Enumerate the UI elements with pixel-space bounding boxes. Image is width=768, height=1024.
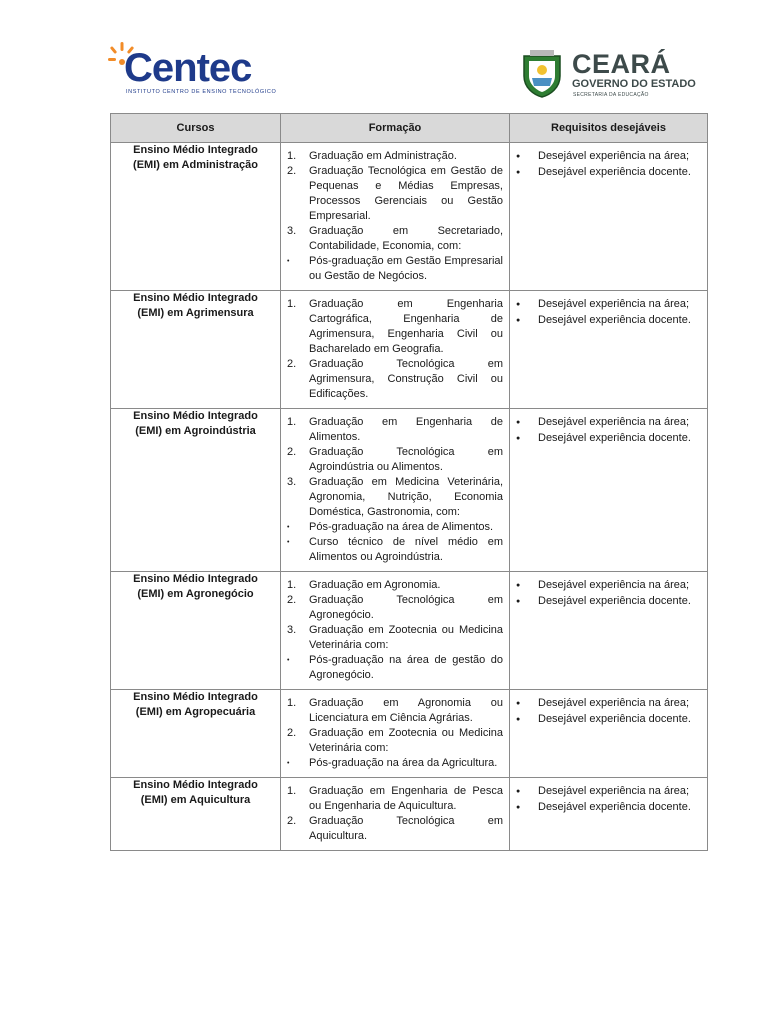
table-row — [111, 778, 708, 851]
requirement-item — [516, 712, 701, 727]
requirement-text: Desejável experiência na área; — [538, 579, 690, 591]
bullet-icon: ● — [516, 419, 521, 426]
requirements-cell — [510, 690, 708, 778]
centec-logo — [108, 40, 288, 102]
requirement-item — [516, 313, 701, 328]
requirement-text: Desejável experiência na área; — [538, 785, 690, 797]
formation-item — [287, 578, 503, 593]
list-number: 2. — [287, 446, 297, 458]
formation-item-text: Graduação em Agronomia ou Licenciatura em Ciência Agrárias. — [309, 697, 503, 724]
column-header-formacao: Formação — [281, 114, 510, 143]
formation-item — [287, 224, 503, 254]
requirements-list — [516, 696, 701, 727]
requirement-item — [516, 784, 701, 799]
requirement-text: Desejável experiência na área; — [538, 416, 690, 428]
formation-item — [287, 653, 503, 683]
formation-cell — [281, 143, 510, 291]
formation-item — [287, 814, 503, 844]
formation-item — [287, 254, 503, 284]
course-name-cell: Ensino Médio Integrado (EMI) em Agroindústria — [111, 409, 281, 572]
table-row — [111, 409, 708, 572]
formation-item-text: Graduação Tecnológica em Gestão de Pequenas e Médias Empresas, Processos Gerenciais ou Gestão Empresarial. — [309, 165, 503, 222]
list-number: 1. — [287, 298, 297, 310]
requirements-list — [516, 784, 701, 815]
list-number: 2. — [287, 727, 297, 739]
requirement-text: Desejável experiência docente. — [538, 713, 691, 725]
requirements-cell — [510, 409, 708, 572]
table-row — [111, 690, 708, 778]
requirements-cell — [510, 572, 708, 690]
formation-item-text: Pós-graduação na área de gestão do Agronegócio. — [309, 654, 503, 681]
courses-table — [110, 113, 708, 851]
bullet-marker: • — [287, 258, 290, 265]
list-number: 2. — [287, 358, 297, 370]
formation-item-text: Curso técnico de nível médio em Alimentos ou Agroindústria. — [309, 536, 503, 563]
requirement-text: Desejável experiência docente. — [538, 432, 691, 444]
bullet-marker: • — [287, 657, 290, 664]
column-header-requisitos: Requisitos desejáveis — [510, 114, 708, 143]
ceara-crest-icon — [520, 50, 564, 98]
formation-cell — [281, 409, 510, 572]
ceara-state-name: CEARÁ — [572, 49, 671, 79]
formation-item-text: Graduação em Zootecnia ou Medicina Veterinária com: — [309, 624, 503, 651]
formation-item — [287, 623, 503, 653]
requirement-text: Desejável experiência na área; — [538, 298, 690, 310]
ceara-secretariat-label: SECRETARIA DA EDUCAÇÃO — [573, 92, 649, 98]
formation-item-text: Graduação em Administração. — [309, 150, 457, 162]
requirement-item — [516, 800, 701, 815]
table-row — [111, 143, 708, 291]
bullet-icon: ● — [516, 301, 521, 308]
requirement-text: Desejável experiência docente. — [538, 801, 691, 813]
course-name-cell: Ensino Médio Integrado (EMI) em Administração — [111, 143, 281, 291]
formation-list — [287, 578, 503, 683]
requirement-item — [516, 415, 701, 430]
list-number: 2. — [287, 165, 297, 177]
formation-list — [287, 297, 503, 402]
requirement-item — [516, 594, 701, 609]
requirement-item — [516, 431, 701, 446]
requirement-item — [516, 297, 701, 312]
requirements-list — [516, 415, 701, 446]
list-number: 1. — [287, 416, 297, 428]
formation-item — [287, 726, 503, 756]
list-number: 2. — [287, 815, 297, 827]
formation-list — [287, 149, 503, 284]
formation-item — [287, 164, 503, 224]
bullet-icon: ● — [516, 598, 521, 605]
formation-item-text: Graduação em Medicina Veterinária, Agronomia, Nutrição, Economia Doméstica, Gastronomia, com: — [309, 476, 503, 518]
bullet-icon: ● — [516, 700, 521, 707]
course-name-cell: Ensino Médio Integrado (EMI) em Agronegócio — [111, 572, 281, 690]
requirement-item — [516, 165, 701, 180]
formation-item-text: Graduação em Engenharia de Pesca ou Engenharia de Aquicultura. — [309, 785, 503, 812]
formation-cell — [281, 690, 510, 778]
requirement-text: Desejável experiência na área; — [538, 697, 690, 709]
formation-item-text: Graduação em Secretariado, Contabilidade, Economia, com: — [309, 225, 503, 252]
bullet-icon: ● — [516, 788, 521, 795]
course-name-cell: Ensino Médio Integrado (EMI) em Aquicultura — [111, 778, 281, 851]
formation-item — [287, 415, 503, 445]
bullet-icon: ● — [516, 435, 521, 442]
formation-item-text: Graduação em Engenharia de Alimentos. — [309, 416, 503, 443]
requirements-list — [516, 578, 701, 609]
formation-item — [287, 475, 503, 520]
bullet-icon: ● — [516, 153, 521, 160]
list-number: 3. — [287, 476, 297, 488]
bullet-icon: ● — [516, 169, 521, 176]
bullet-icon: ● — [516, 804, 521, 811]
page-header — [0, 40, 768, 110]
requirements-list — [516, 149, 701, 180]
formation-item — [287, 784, 503, 814]
formation-item — [287, 696, 503, 726]
list-number: 1. — [287, 697, 297, 709]
requirement-text: Desejável experiência docente. — [538, 595, 691, 607]
list-number: 2. — [287, 594, 297, 606]
requirement-text: Desejável experiência docente. — [538, 314, 691, 326]
list-number: 1. — [287, 150, 297, 162]
bullet-icon: ● — [516, 716, 521, 723]
formation-cell — [281, 291, 510, 409]
requirement-text: Desejável experiência docente. — [538, 166, 691, 178]
formation-item — [287, 593, 503, 623]
list-number: 1. — [287, 579, 297, 591]
bullet-icon: ● — [516, 582, 521, 589]
formation-item-text: Graduação Tecnológica em Agroindústria ou Alimentos. — [309, 446, 503, 473]
list-number: 3. — [287, 225, 297, 237]
requirement-item — [516, 578, 701, 593]
table-row — [111, 572, 708, 690]
formation-item — [287, 535, 503, 565]
formation-item-text: Graduação Tecnológica em Agronegócio. — [309, 594, 503, 621]
formation-item-text: Pós-graduação na área da Agricultura. — [309, 757, 498, 769]
formation-list — [287, 415, 503, 565]
formation-item — [287, 756, 503, 771]
requirements-cell — [510, 778, 708, 851]
requirement-item — [516, 696, 701, 711]
requirement-text: Desejável experiência na área; — [538, 150, 690, 162]
centec-wordmark: Centec — [124, 46, 252, 90]
requirements-cell — [510, 143, 708, 291]
course-name-cell: Ensino Médio Integrado (EMI) em Agrimensura — [111, 291, 281, 409]
bullet-marker: • — [287, 524, 290, 531]
formation-list — [287, 784, 503, 844]
formation-item — [287, 520, 503, 535]
formation-item — [287, 149, 503, 164]
formation-cell — [281, 778, 510, 851]
formation-item-text: Pós-graduação em Gestão Empresarial ou Gestão de Negócios. — [309, 255, 503, 282]
formation-item-text: Graduação em Zootecnia ou Medicina Veterinária com: — [309, 727, 503, 754]
formation-list — [287, 696, 503, 771]
list-number: 1. — [287, 785, 297, 797]
formation-item-text: Pós-graduação na área de Alimentos. — [309, 521, 494, 533]
list-number: 3. — [287, 624, 297, 636]
formation-item — [287, 357, 503, 402]
formation-item-text: Graduação em Engenharia Cartográfica, Engenharia de Agrimensura, Engenharia Civil ou Bacharelado em Geografia. — [309, 298, 503, 355]
formation-item — [287, 297, 503, 357]
table-body — [111, 143, 708, 851]
column-header-cursos: Cursos — [111, 114, 281, 143]
ceara-logo — [520, 48, 710, 108]
formation-cell — [281, 572, 510, 690]
table-header-row — [111, 114, 708, 143]
bullet-marker: • — [287, 539, 290, 546]
requirements-cell — [510, 291, 708, 409]
bullet-marker: • — [287, 760, 290, 767]
table-row — [111, 291, 708, 409]
centec-subtitle: INSTITUTO CENTRO DE ENSINO TECNOLÓGICO — [126, 89, 277, 95]
formation-item — [287, 445, 503, 475]
bullet-icon: ● — [516, 317, 521, 324]
course-name-cell: Ensino Médio Integrado (EMI) em Agropecuária — [111, 690, 281, 778]
formation-item-text: Graduação em Agronomia. — [309, 579, 441, 591]
requirements-list — [516, 297, 701, 328]
formation-item-text: Graduação Tecnológica em Aquicultura. — [309, 815, 503, 842]
requirement-item — [516, 149, 701, 164]
ceara-government-label: GOVERNO DO ESTADO — [572, 78, 696, 90]
formation-item-text: Graduação Tecnológica em Agrimensura, Construção Civil ou Edificações. — [309, 358, 503, 400]
